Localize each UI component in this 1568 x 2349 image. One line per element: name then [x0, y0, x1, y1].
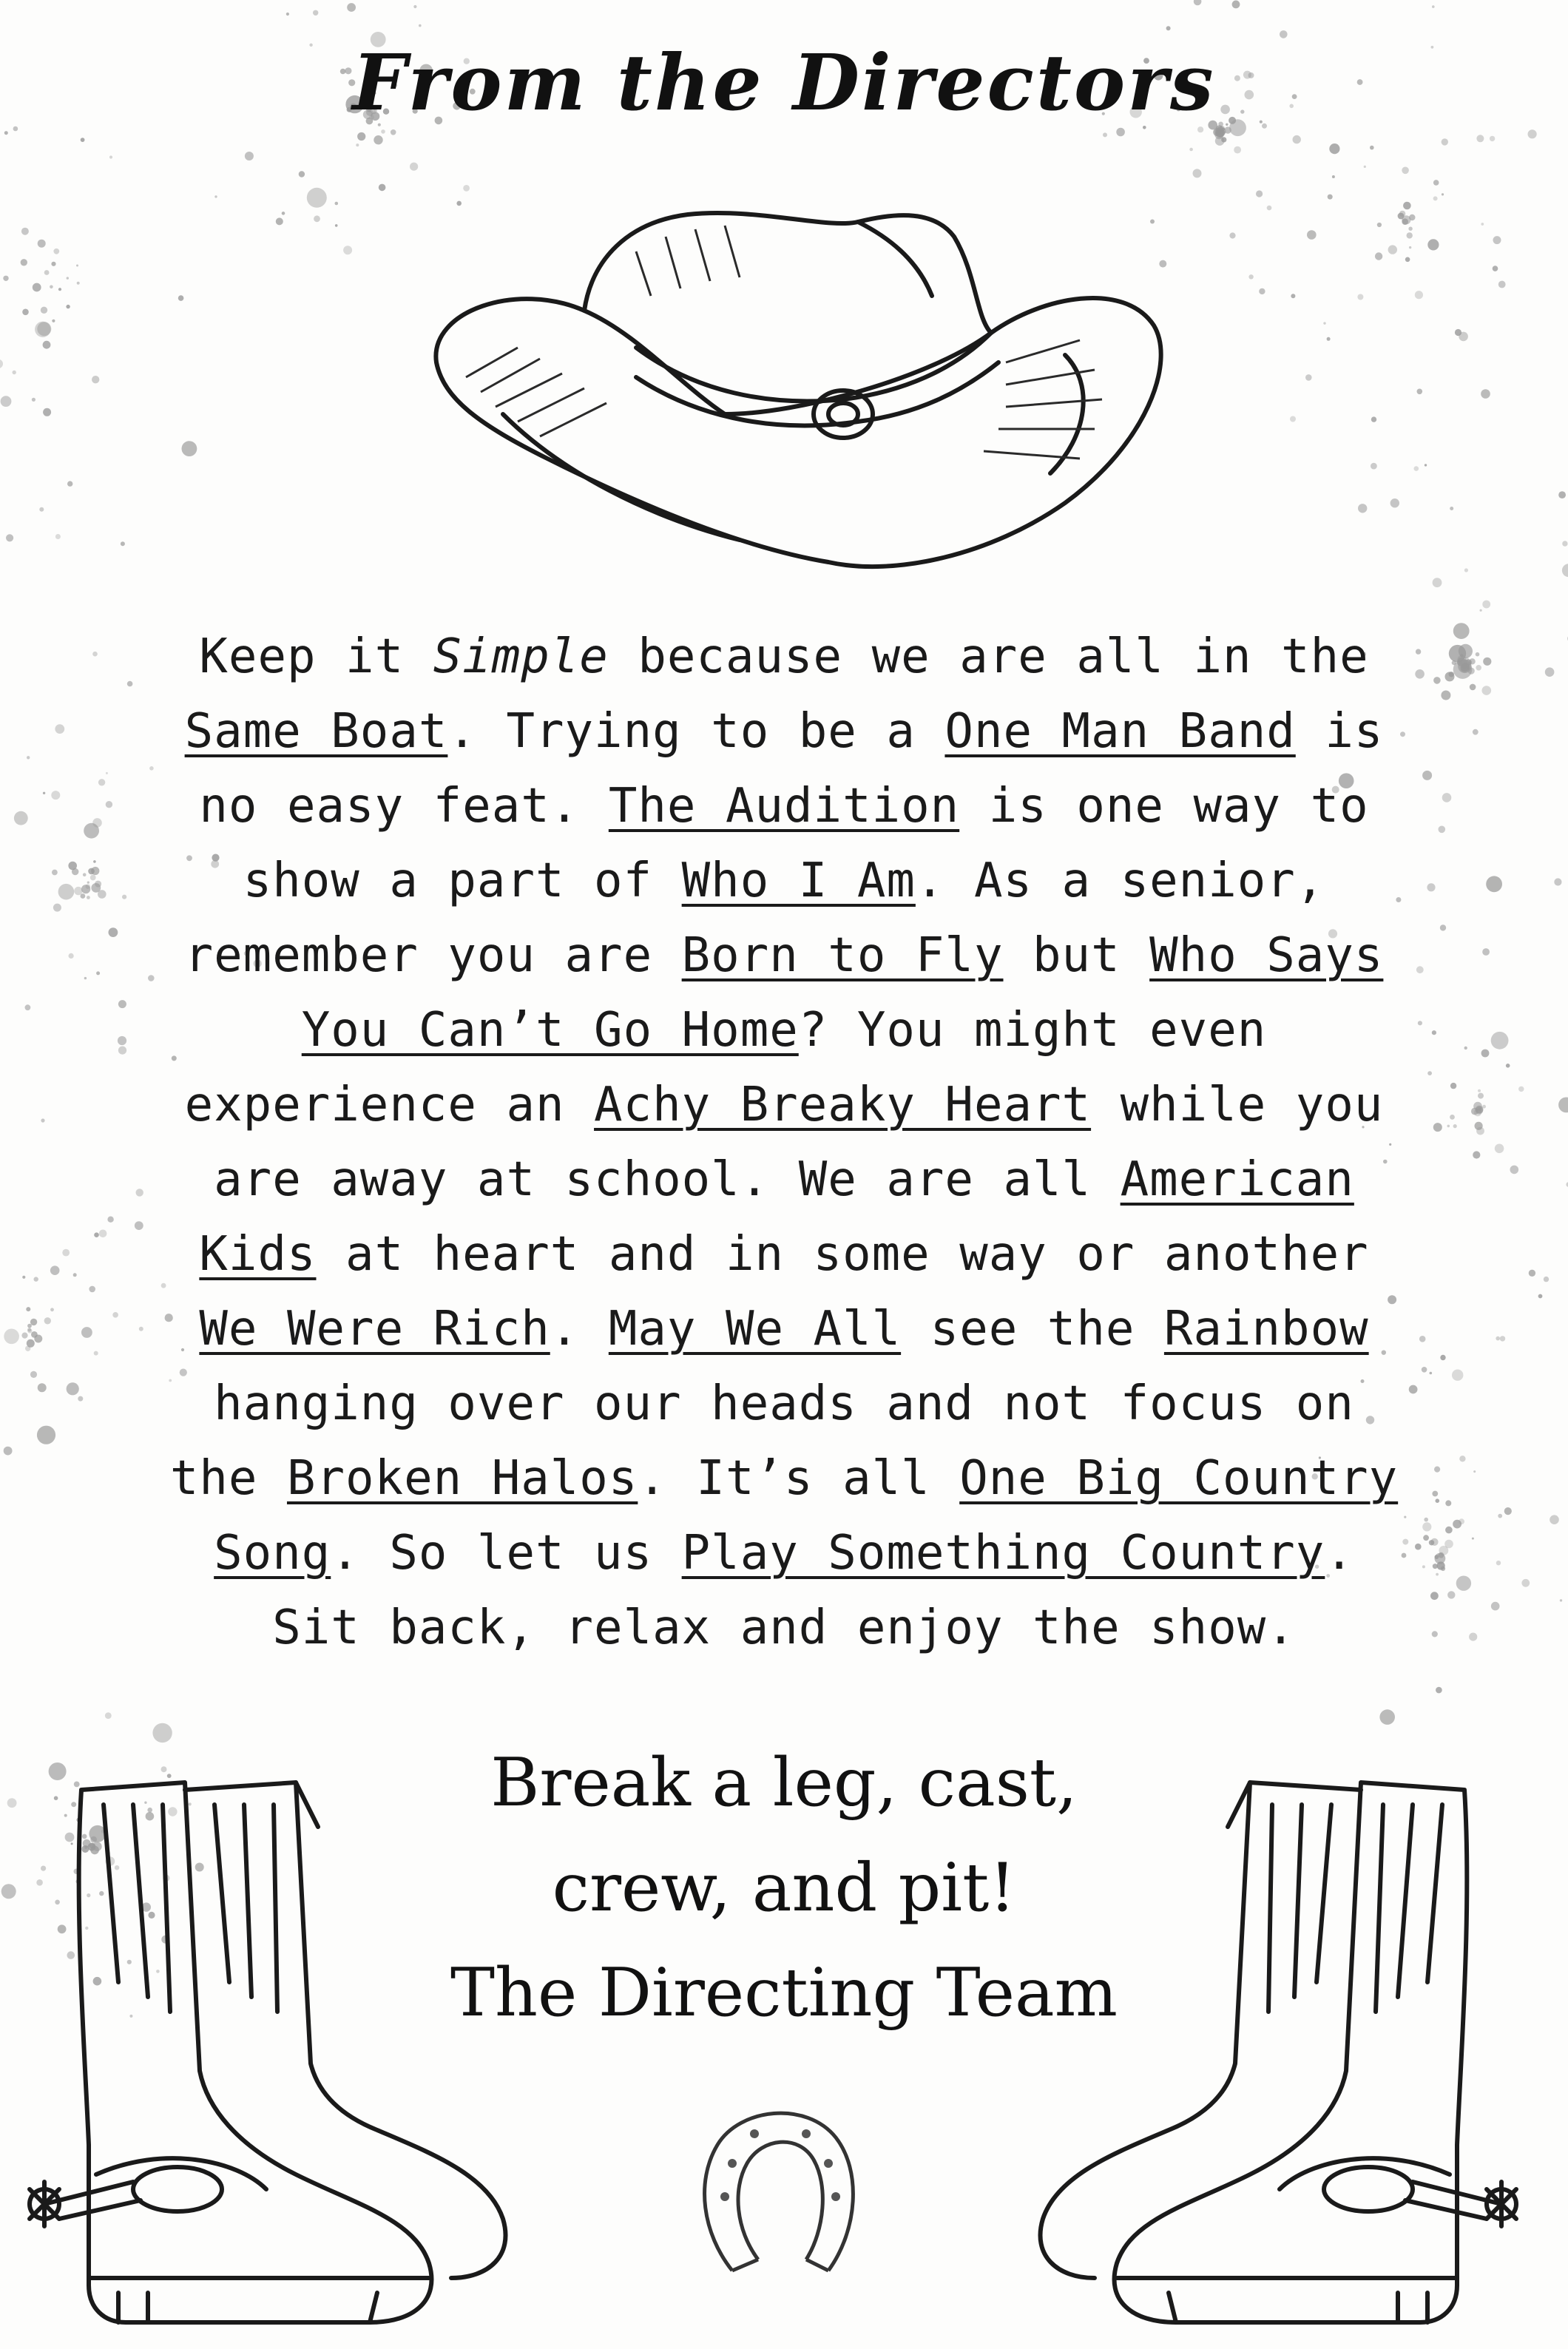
letter-text-segment: because we are all in the — [608, 629, 1369, 684]
signoff-line-2: crew, and pit! — [552, 1849, 1016, 1927]
letter-line — [89, 769, 1479, 844]
splatter-dot — [30, 1371, 37, 1378]
splatter-dot — [1432, 5, 1435, 8]
song-title: One Big Country — [959, 1451, 1399, 1506]
splatter-dot — [1390, 498, 1399, 507]
splatter-dot — [1193, 169, 1202, 178]
letter-text-segment: no easy feat. — [199, 779, 609, 834]
splatter-dot — [1267, 206, 1272, 211]
splatter-dot — [1407, 232, 1413, 238]
song-title: Song — [214, 1526, 331, 1581]
splatter-dot — [1408, 227, 1412, 231]
splatter-dot — [1436, 1687, 1442, 1694]
letter-text-segment: is — [1295, 704, 1384, 759]
splatter-dot — [105, 1712, 112, 1719]
letter-text-segment: the — [169, 1451, 287, 1506]
splatter-dot — [33, 283, 41, 292]
song-title: Kids — [199, 1227, 317, 1282]
splatter-dot — [50, 1265, 60, 1275]
splatter-dot — [1433, 180, 1439, 186]
splatter-dot — [381, 129, 385, 134]
splatter-dot — [1442, 138, 1448, 145]
splatter-dot — [1500, 1336, 1505, 1341]
splatter-dot — [1459, 332, 1468, 342]
splatter-dot — [1480, 609, 1482, 612]
splatter-dot — [245, 152, 254, 160]
splatter-dot — [1450, 507, 1453, 510]
splatter-dot — [1293, 135, 1301, 143]
splatter-dot — [62, 1249, 70, 1257]
splatter-dot — [31, 1331, 38, 1338]
song-title: We Were Rich — [199, 1302, 550, 1356]
splatter-dot — [1377, 223, 1382, 227]
splatter-dot — [22, 1276, 25, 1279]
letter-text-segment: . So let us — [331, 1526, 682, 1581]
letter-text-segment: ? You might even — [798, 1003, 1267, 1058]
song-title: American — [1120, 1152, 1354, 1207]
splatter-dot — [413, 5, 416, 8]
splatter-dot — [27, 1324, 32, 1328]
splatter-dot — [0, 359, 3, 368]
splatter-dot — [1427, 239, 1439, 250]
splatter-dot — [25, 1004, 31, 1010]
splatter-dot — [1328, 195, 1333, 200]
splatter-dot — [1529, 1270, 1535, 1277]
splatter-dot — [50, 285, 53, 289]
splatter-dot — [21, 259, 27, 266]
splatter-dot — [374, 135, 382, 144]
splatter-dot — [410, 163, 418, 171]
letter-text-segment: . — [550, 1302, 609, 1356]
splatter-dot — [1476, 135, 1484, 142]
splatter-dot — [276, 217, 283, 225]
splatter-dot — [1, 396, 12, 407]
splatter-dot — [41, 307, 47, 314]
splatter-dot — [4, 131, 8, 135]
splatter-dot — [27, 1328, 32, 1333]
splatter-dot — [1544, 1277, 1549, 1282]
splatter-dot — [214, 195, 217, 197]
splatter-dot — [81, 138, 85, 142]
splatter-dot — [299, 171, 305, 177]
splatter-dot — [69, 953, 74, 959]
letter-text-segment: at heart and in some way or another — [316, 1227, 1369, 1282]
splatter-dot — [1234, 146, 1241, 154]
splatter-dot — [1491, 1602, 1500, 1611]
letter-line — [89, 844, 1479, 919]
splatter-dot — [1482, 601, 1490, 609]
letter-line — [89, 1292, 1479, 1367]
splatter-dot — [1482, 1105, 1486, 1109]
splatter-dot — [307, 188, 327, 208]
splatter-dot — [38, 1383, 47, 1392]
splatter-dot — [55, 534, 61, 539]
splatter-dot — [1358, 504, 1367, 513]
splatter-dot — [1189, 148, 1193, 152]
splatter-dot — [43, 792, 45, 794]
splatter-dot — [1221, 137, 1226, 142]
splatter-dot — [1528, 129, 1537, 138]
letter-text-segment: Sit back, relax and enjoy the show. — [272, 1601, 1296, 1655]
splatter-dot — [1417, 389, 1423, 395]
splatter-dot — [78, 1396, 83, 1402]
splatter-dot — [1562, 564, 1568, 577]
splatter-dot — [1558, 491, 1566, 498]
letter-text-segment: show a part of — [243, 854, 682, 908]
splatter-dot — [43, 341, 51, 349]
splatter-dot — [21, 228, 29, 235]
splatter-dot — [1402, 215, 1410, 224]
song-title: Same Boat — [184, 704, 448, 759]
letter-text-segment: see the — [901, 1302, 1164, 1356]
splatter-dot — [1290, 416, 1296, 422]
splatter-dot — [463, 185, 470, 192]
splatter-dot — [1490, 136, 1495, 141]
splatter-dot — [347, 3, 356, 12]
splatter-dot — [50, 1308, 54, 1311]
splatter-dot — [1518, 1086, 1524, 1092]
splatter-dot — [66, 305, 70, 308]
splatter-dot — [1493, 236, 1501, 244]
splatter-dot — [1403, 202, 1411, 210]
splatter-dot — [1482, 686, 1492, 695]
splatter-dot — [44, 270, 50, 275]
splatter-dot — [282, 212, 285, 215]
splatter-dot — [44, 1317, 51, 1324]
splatter-dot — [67, 481, 72, 486]
splatter-dot — [22, 309, 29, 316]
letter-text-segment: . — [1325, 1526, 1354, 1581]
splatter-dot — [51, 791, 60, 800]
splatter-dot — [357, 132, 365, 141]
letter-text-segment: . As a senior, — [915, 854, 1325, 908]
splatter-dot — [81, 893, 86, 899]
splatter-dot — [286, 13, 289, 16]
splatter-dot — [52, 870, 58, 876]
splatter-dot — [1194, 0, 1202, 5]
splatter-dot — [1442, 193, 1444, 195]
letter-text-segment: . It’s all — [638, 1451, 960, 1506]
splatter-dot — [34, 1277, 38, 1281]
splatter-dot — [4, 1329, 19, 1345]
splatter-dot — [1481, 389, 1490, 399]
splatter-dot — [77, 282, 80, 285]
letter-text-segment: are away at school. We are all — [214, 1152, 1121, 1207]
song-title: May We All — [608, 1302, 902, 1356]
horseshoe-icon — [688, 2086, 873, 2293]
splatter-dot — [314, 215, 320, 222]
letter-line — [89, 1068, 1479, 1143]
splatter-dot — [1103, 132, 1107, 137]
splatter-dot — [1415, 291, 1423, 299]
splatter-dot — [6, 534, 13, 541]
splatter-dot — [1, 1884, 16, 1899]
letter-line — [89, 694, 1479, 769]
splatter-dot — [55, 724, 64, 734]
letter-line — [89, 993, 1479, 1068]
splatter-dot — [391, 129, 396, 135]
splatter-dot — [1329, 143, 1339, 154]
splatter-dot — [1375, 252, 1382, 260]
splatter-dot — [1379, 1709, 1395, 1725]
cowboy-boots-right-icon — [984, 1760, 1531, 2337]
letter-line — [89, 1591, 1479, 1666]
splatter-dot — [109, 155, 112, 158]
splatter-dot — [52, 320, 55, 322]
splatter-dot — [1495, 1144, 1504, 1154]
song-title: Born to Fly — [681, 928, 1004, 983]
song-title: Achy Breaky Heart — [594, 1078, 1092, 1132]
splatter-dot — [1481, 223, 1484, 226]
song-title: Who I Am — [681, 854, 916, 908]
splatter-dot — [1506, 1064, 1510, 1068]
splatter-dot — [51, 262, 55, 266]
splatter-dot — [1405, 257, 1410, 263]
splatter-dot — [53, 904, 61, 912]
directors-letter — [89, 620, 1479, 1666]
splatter-dot — [1510, 1166, 1519, 1174]
splatter-dot — [1496, 1561, 1501, 1565]
splatter-dot — [1550, 1515, 1559, 1524]
splatter-dot — [38, 240, 46, 248]
splatter-dot — [41, 1118, 44, 1122]
letter-line — [89, 1367, 1479, 1441]
splatter-dot — [1562, 541, 1567, 546]
splatter-dot — [1323, 322, 1325, 324]
signoff-signature: The Directing Team — [450, 1954, 1118, 2032]
splatter-dot — [1498, 1514, 1502, 1518]
splatter-dot — [83, 873, 87, 876]
splatter-dot — [43, 408, 51, 416]
splatter-dot — [30, 1319, 37, 1325]
letter-line — [89, 620, 1479, 694]
splatter-dot — [92, 376, 99, 383]
splatter-dot — [1229, 232, 1235, 238]
cowboy-boots-left-icon — [15, 1760, 562, 2337]
splatter-dot — [76, 265, 78, 267]
splatter-dot — [1327, 337, 1331, 341]
splatter-dot — [1259, 288, 1265, 294]
splatter-dot — [1388, 245, 1397, 254]
letter-text-segment: remember you are — [184, 928, 682, 983]
splatter-dot — [1498, 281, 1506, 288]
splatter-dot — [1538, 1294, 1543, 1299]
emphasis-text: Simple — [433, 629, 609, 684]
letter-text-segment: . Trying to be a — [447, 704, 945, 759]
letter-line — [89, 1217, 1479, 1292]
splatter-dot — [1521, 1579, 1530, 1587]
splatter-dot — [1554, 878, 1561, 885]
splatter-dot — [1414, 466, 1419, 471]
splatter-dot — [1558, 1098, 1568, 1113]
splatter-dot — [1481, 1050, 1490, 1058]
splatter-dot — [67, 1382, 79, 1395]
song-title: The Audition — [608, 779, 960, 834]
splatter-dot — [335, 224, 338, 227]
splatter-dot — [343, 246, 352, 254]
letter-text-segment: while you — [1091, 1078, 1384, 1132]
page-title: From the Directors — [352, 37, 1216, 128]
splatter-dot — [1305, 374, 1312, 381]
letter-text-segment: Keep it — [199, 629, 433, 684]
splatter-dot — [1560, 1599, 1562, 1601]
splatter-dot — [37, 1426, 55, 1444]
splatter-dot — [39, 507, 44, 512]
cowboy-hat-icon — [414, 192, 1183, 592]
splatter-dot — [3, 276, 8, 281]
splatter-dot — [1166, 26, 1171, 30]
splatter-dot — [1402, 167, 1409, 175]
splatter-dot — [1486, 876, 1502, 892]
splatter-dot — [27, 756, 30, 759]
splatter-dot — [1482, 948, 1490, 956]
splatter-dot — [1496, 1336, 1500, 1341]
splatter-dot — [1425, 464, 1427, 466]
splatter-dot — [1307, 230, 1317, 240]
song-title: Rainbow — [1163, 1302, 1369, 1356]
splatter-dot — [1409, 246, 1411, 249]
letter-line — [89, 1143, 1479, 1217]
splatter-dot — [58, 884, 75, 900]
splatter-dot — [1215, 129, 1224, 138]
splatter-dot — [1504, 1507, 1512, 1515]
splatter-dot — [379, 184, 386, 192]
signoff-line-1: Break a leg, cast, — [490, 1744, 1078, 1822]
splatter-dot — [73, 1273, 77, 1277]
splatter-dot — [121, 541, 125, 546]
splatter-dot — [74, 887, 82, 895]
splatter-dot — [1399, 211, 1405, 217]
letter-line — [89, 1516, 1479, 1591]
splatter-dot — [313, 10, 318, 16]
splatter-dot — [1364, 166, 1366, 168]
song-title: You Can’t Go Home — [301, 1003, 799, 1058]
splatter-dot — [178, 295, 184, 301]
splatter-dot — [1370, 146, 1374, 150]
splatter-dot — [419, 24, 422, 27]
splatter-dot — [152, 1723, 172, 1743]
splatter-dot — [26, 1307, 30, 1311]
splatter-dot — [1433, 578, 1442, 587]
splatter-dot — [1232, 1, 1240, 9]
splatter-dot — [1493, 266, 1498, 271]
splatter-dot — [53, 249, 59, 254]
letter-text-segment: experience an — [184, 1078, 595, 1132]
splatter-dot — [1433, 196, 1438, 200]
letter-line — [89, 919, 1479, 993]
splatter-dot — [1464, 568, 1468, 572]
splatter-dot — [1371, 416, 1376, 422]
splatter-dot — [35, 322, 50, 337]
splatter-dot — [67, 277, 69, 279]
splatter-dot — [1483, 658, 1491, 666]
letter-text-segment: is one way to — [959, 779, 1369, 834]
splatter-dot — [58, 288, 61, 291]
song-title: Play Something Country — [681, 1526, 1325, 1581]
splatter-dot — [84, 977, 87, 979]
splatter-dot — [32, 398, 36, 402]
splatter-dot — [1357, 294, 1363, 300]
letter-text-segment: but — [1003, 928, 1150, 983]
splatter-dot — [1116, 128, 1125, 137]
splatter-dot — [68, 862, 77, 871]
splatter-dot — [1332, 175, 1335, 178]
splatter-dot — [1371, 463, 1377, 470]
splatter-dot — [1545, 667, 1555, 677]
splatter-dot — [335, 202, 339, 206]
song-title: One Man Band — [944, 704, 1296, 759]
splatter-dot — [356, 143, 359, 146]
splatter-dot — [14, 811, 28, 825]
splatter-dot — [13, 371, 16, 374]
letter-line — [89, 1441, 1479, 1516]
splatter-dot — [1491, 1032, 1509, 1050]
song-title: Broken Halos — [286, 1451, 638, 1506]
splatter-dot — [1248, 274, 1253, 279]
song-title: Who Says — [1149, 928, 1384, 983]
splatter-dot — [1291, 294, 1295, 298]
splatter-dot — [182, 441, 197, 456]
splatter-dot — [1256, 190, 1263, 197]
letter-text-segment: hanging over our heads and not focus on — [214, 1376, 1354, 1431]
splatter-dot — [21, 1333, 27, 1339]
splatter-dot — [25, 1346, 30, 1351]
splatter-dot — [4, 1447, 13, 1456]
